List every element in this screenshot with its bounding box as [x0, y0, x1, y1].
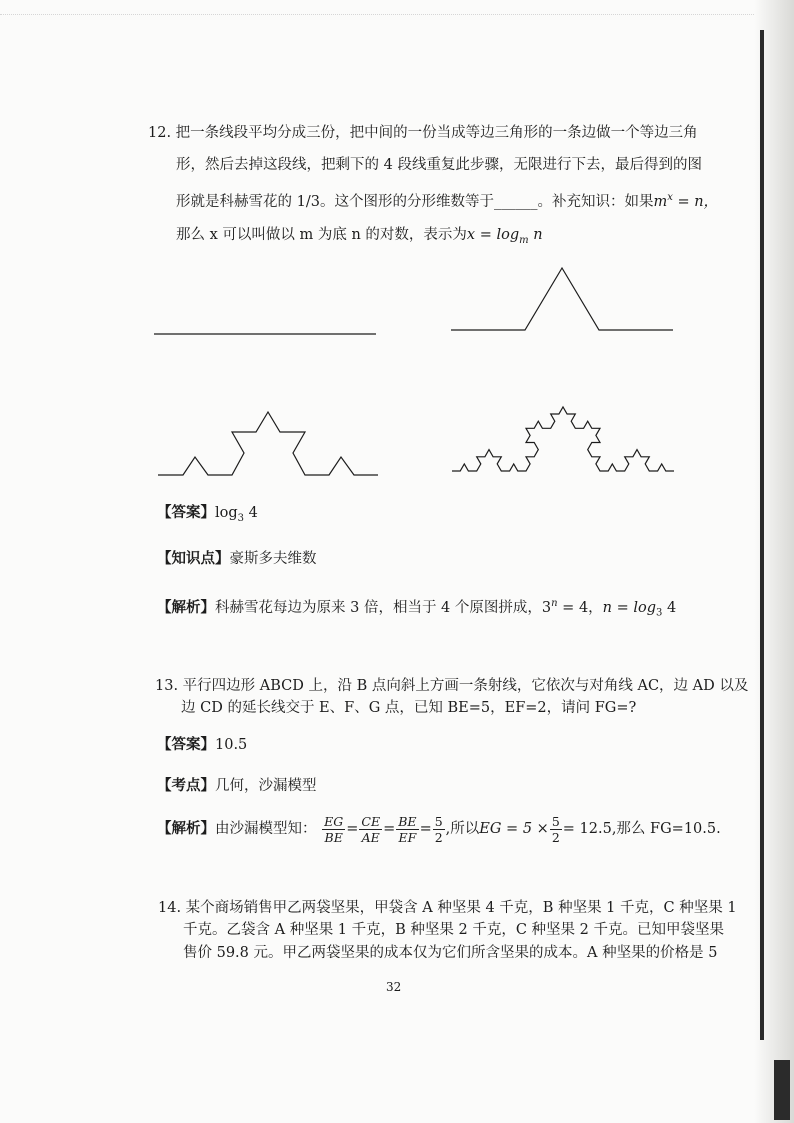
q12-knowledge-label: 【知识点】: [157, 550, 230, 567]
fraction-denominator: AE: [361, 829, 380, 845]
q12-analysis-eq2-rest: 4: [662, 599, 677, 616]
fraction-be-ef: [396, 814, 418, 845]
q12-knowledge: [157, 549, 317, 569]
q12-analysis-eq2-base: 3: [656, 607, 663, 619]
q13-answer-label: 【答案】: [157, 736, 215, 753]
fraction-numerator: 5: [551, 813, 560, 829]
q12-analysis-eq1: 3: [541, 599, 552, 616]
q13-point: [157, 776, 317, 796]
q12-analysis-sep: ，: [588, 599, 603, 616]
q12-log-base: m: [519, 234, 529, 246]
q12-eq-n: = n，: [672, 193, 719, 210]
q14-line-2: 千克。乙袋含 A 种坚果 1 千克，B 种坚果 2 千克，C 种坚果 2 千克。已知甲袋坚果: [183, 922, 724, 938]
q13-calc-b: = 12.5: [562, 821, 612, 837]
q13-analysis: [157, 812, 721, 846]
fraction-numerator: 5: [434, 813, 443, 829]
koch-figures: [150, 258, 680, 488]
equals-sign: =: [383, 821, 396, 837]
q13-point-label: 【考点】: [157, 777, 215, 794]
q12-log-arg: n: [528, 227, 543, 243]
fraction-5-2: [433, 814, 445, 845]
q13-answer: [157, 735, 247, 755]
q12-line-4: [176, 225, 543, 251]
fraction-eg-be: [322, 814, 345, 845]
fraction-numerator: CE: [361, 813, 381, 829]
q12-log-expr: x = log: [466, 227, 520, 243]
fraction-denominator: 2: [434, 829, 443, 845]
fraction-denominator: BE: [324, 829, 343, 845]
q12-line-3: [176, 188, 718, 212]
q12-line-3-text: 形就是科赫雪花的 1/3。这个图形的分形维数等于______。补充知识：如果: [176, 193, 654, 210]
koch-step-1: [451, 268, 673, 330]
q12-answer-label: 【答案】: [157, 504, 215, 521]
q12-knowledge-value: 豪斯多夫维数: [229, 551, 317, 567]
q12-answer-arg: 4: [244, 505, 258, 521]
fraction-denominator: 2: [551, 829, 560, 845]
q12-answer-base: 3: [237, 512, 245, 524]
equals-sign: =: [346, 821, 359, 837]
scan-top-edge: [0, 14, 760, 16]
q13-calc-a: EG = 5 ×: [479, 821, 549, 837]
q12-base-m: m: [653, 193, 668, 210]
q12-analysis-eq1-rest: = 4: [557, 599, 589, 616]
fraction-numerator: EG: [324, 813, 344, 829]
q13-so-text: ,所以: [445, 821, 480, 837]
q12-exp-x: x: [667, 192, 673, 203]
scan-binding-mark: [774, 1060, 790, 1120]
q13-answer-value: 10.5: [215, 737, 248, 753]
q12-analysis: [157, 594, 676, 624]
q13-then-text: ,那么 FG=10.5.: [611, 821, 721, 837]
fraction-denominator: EF: [398, 829, 417, 845]
q13-line-1: 13. 平行四边形 ABCD 上，沿 B 点向斜上方画一条射线，它依次与对角线 AC，边 AD 以及: [155, 678, 749, 694]
q12-line-2: 形，然后去掉这段线，把剩下的 4 段线重复此步骤，无限进行下去，最后得到的图: [176, 157, 702, 173]
q13-analysis-label: 【解析】: [157, 820, 215, 837]
q13-analysis-text: 由沙漏模型知：: [215, 821, 317, 837]
koch-step-3: [452, 407, 674, 471]
q12-analysis-label: 【解析】: [157, 598, 215, 616]
q12-answer-log: log: [215, 505, 238, 521]
fraction-ce-ae: [359, 814, 382, 845]
q12-line-1: 12. 把一条线段平均分成三份，把中间的一份当成等边三角形的一条边做一个等边三角: [148, 125, 698, 141]
page-number: 32: [386, 980, 402, 994]
q14-line-3: 售价 59.8 元。甲乙两袋坚果的成本仅为它们所含坚果的成本。A 种坚果的价格是 5: [183, 945, 718, 961]
koch-step-2: [158, 412, 378, 475]
fraction-numerator: BE: [398, 813, 417, 829]
q12-analysis-eq1-exp: n: [551, 598, 558, 609]
q12-analysis-text: 科赫雪花每边为原来 3 倍，相当于 4 个原图拼成，: [215, 599, 542, 616]
q13-line-2: 边 CD 的延长线交于 E、F、G 点，已知 BE=5，EF=2，请问 FG=?: [181, 700, 637, 716]
q12-answer: [157, 503, 258, 529]
fraction-5-2-calc: [550, 814, 562, 845]
q12-line-4-text: 那么 x 可以叫做以 m 为底 n 的对数，表示为: [176, 227, 467, 243]
q12-analysis-eq2: n = log: [602, 599, 657, 616]
scan-binding-line: [760, 30, 764, 1040]
q14-line-1: 14. 某个商场销售甲乙两袋坚果，甲袋含 A 种坚果 4 千克，B 种坚果 1 千克，C 种坚果 1: [158, 900, 737, 916]
equals-sign: =: [419, 821, 432, 837]
q13-point-value: 几何，沙漏模型: [215, 778, 317, 794]
